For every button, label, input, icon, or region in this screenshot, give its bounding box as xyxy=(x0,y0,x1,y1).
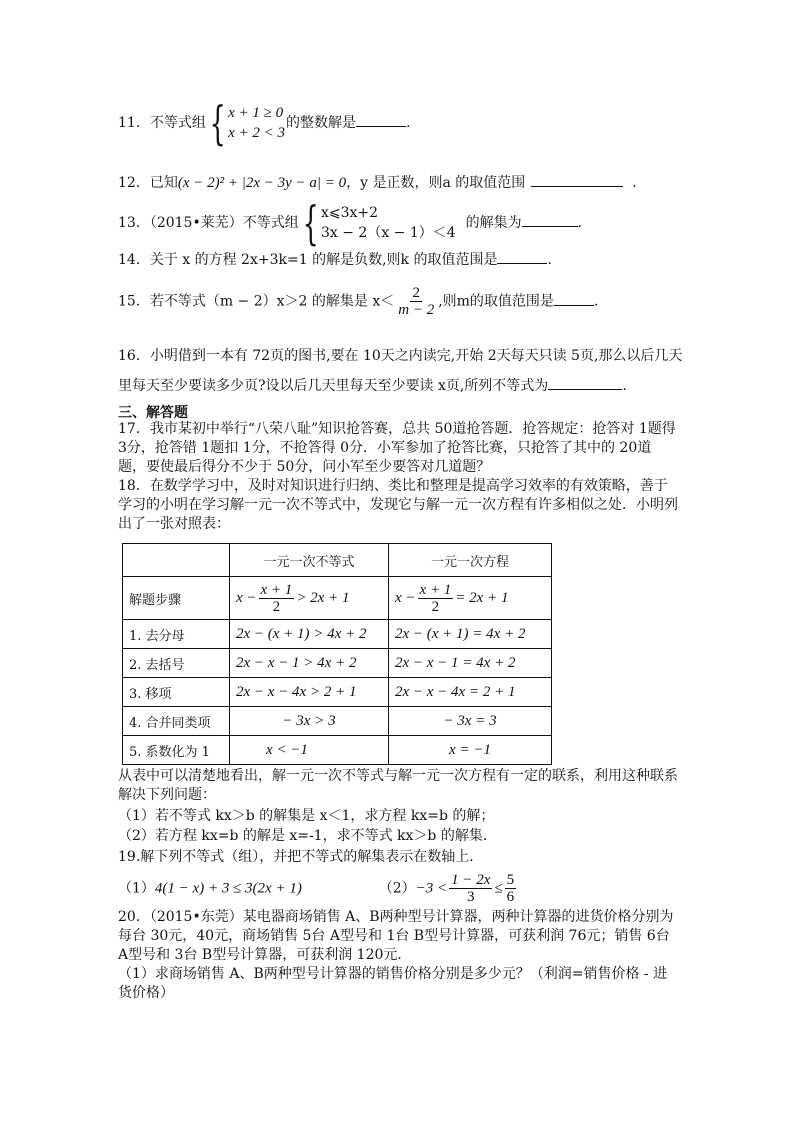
inequality-cell: x < −1 xyxy=(230,736,389,765)
q16-end: . xyxy=(622,378,627,394)
question-12 xyxy=(118,172,637,192)
q12-end: . xyxy=(632,175,637,191)
q11-prefix: 11．不等式组 xyxy=(118,115,206,131)
q15-end: . xyxy=(593,293,599,310)
q19-part2-pre: −3 < xyxy=(415,880,448,897)
question-18-context: 从表中可以清楚地看出，解一元一次不等式与解一元一次方程有一定的联系，利用这种联系解决下列问题： xyxy=(118,768,678,803)
ineq-frac-num: x + 1 xyxy=(260,581,293,598)
q19-part1-expression: 4(1 − x) + 3 ≤ 3(2x + 1) xyxy=(154,880,302,897)
equation-cell: 2x − x − 1 = 4x + 2 xyxy=(389,649,552,678)
q12-middle: ，y 是正数，则a 的取值范围 xyxy=(346,175,526,191)
q12-expression: (x − 2)² + |2x − 3y − a| = 0 xyxy=(177,175,347,191)
q19-part2-fraction xyxy=(449,872,492,905)
q13-answer-blank[interactable] xyxy=(522,212,578,227)
q15-prefix: 15．若不等式（m − 2）x＞2 的解集是 x＜ xyxy=(118,293,395,310)
table-row xyxy=(123,577,552,620)
row-label: 2. 去括号 xyxy=(123,649,230,678)
inequality-cell: − 3x > 3 xyxy=(230,707,389,736)
q12-prefix: 12．已知 xyxy=(118,175,178,191)
eq-frac-den: 2 xyxy=(431,598,440,615)
question-18-part1: （1）若不等式 kx＞b 的解集是 x＜1，求方程 kx=b 的解； xyxy=(118,808,495,824)
equation-cell: x = −1 xyxy=(389,736,552,765)
q19-frac-num: 1 − 2x xyxy=(451,872,491,888)
inequality-cell: 2x − x − 1 > 4x + 2 xyxy=(230,649,389,678)
ineq-fraction xyxy=(259,582,295,615)
row-label: 4. 合并同类项 xyxy=(123,707,230,736)
q16-line1: 16．小明借到一本有 72页的图书,要在 10天之内读完,开始 2天每天只读 5页,那么以后几天 xyxy=(118,348,683,364)
q15-suffix: ,则m的取值范围是 xyxy=(438,293,554,310)
inequality-cell xyxy=(230,577,389,620)
question-18: 18．在数学学习中，及时对知识进行归纳、类比和整理是提高学习效率的有效策略，善于学习的小明在学习解一元一次不等式中，发现它与解一元一次方程有许多相似之处．小明列出了一张对照表： xyxy=(118,478,678,532)
table-row xyxy=(123,620,552,649)
table-row xyxy=(123,707,552,736)
eq-post: = 2x + 1 xyxy=(455,589,509,606)
q11-line1: x + 1 ≥ 0 xyxy=(228,105,284,121)
question-19: 19.解下列不等式（组），并把不等式的解集表示在数轴上． xyxy=(118,849,484,865)
section-heading: 三、解答题 xyxy=(118,405,188,421)
eq-fraction xyxy=(418,582,454,615)
eq-frac-num: x + 1 xyxy=(419,581,452,598)
question-15 xyxy=(118,285,598,318)
question-20: 20．（2015•东莞）某电器商场销售 A、B两种型号计算器，两种计算器的进货价格分别为每台 30元，40元，商场销售 5台 A型号和 1台 B型号计算器，可获利润 76元；销售 6台 A型号和 3台 B型号计算器，可获利润 120元． xyxy=(118,909,674,963)
q19-part1-label: （1） xyxy=(118,880,155,897)
q14-answer-blank[interactable] xyxy=(497,249,547,264)
row-label: 解题步骤 xyxy=(123,577,230,620)
q15-frac-den: m − 2 xyxy=(398,302,435,318)
table-header-row xyxy=(123,544,552,577)
q11-line2: x + 2 < 3 xyxy=(228,125,286,141)
question-17: 17．我市某初中举行“八荣八耻”知识抢答赛，总共 50道抢答题．抢答规定：抢答对 1题得 3分，抢答错 1题扣 1分，不抢答得 0分．小军参加了抢答比赛，只抢答了其中的 20道题，要使最后得分不少于 50分，问小军至少要答对几道题？ xyxy=(118,421,676,475)
table-row xyxy=(123,678,552,707)
eq-pre: x − xyxy=(395,589,416,606)
q13-suffix: 的解集为 xyxy=(465,215,522,231)
inequality-cell: 2x − (x + 1) > 4x + 2 xyxy=(230,620,389,649)
q13-end: . xyxy=(577,215,583,231)
row-label: 3. 移项 xyxy=(123,678,230,707)
equation-cell xyxy=(389,577,552,620)
table-row xyxy=(123,736,552,765)
q19-part2-fraction2 xyxy=(505,872,517,905)
question-13 xyxy=(118,196,583,250)
question-14 xyxy=(118,249,552,269)
q11-answer-blank[interactable] xyxy=(356,112,406,127)
q13-line1: x⩽3x+2 xyxy=(320,205,379,221)
comparison-table xyxy=(122,543,552,765)
q13-prefix: 13．（2015•莱芜）不等式组 xyxy=(118,215,299,231)
q15-fraction xyxy=(396,285,436,318)
ineq-pre: x − xyxy=(236,589,257,606)
q19-part2-label: （2） xyxy=(378,880,416,897)
question-19-parts xyxy=(118,872,518,905)
q11-suffix: 的整数解是 xyxy=(286,115,357,131)
question-18-part2: （2）若方程 kx=b 的解是 x=-1，求不等式 kx＞b 的解集． xyxy=(118,828,497,844)
ineq-post: > 2x + 1 xyxy=(296,589,350,606)
q19-frac-den: 3 xyxy=(467,889,475,905)
row-label: 1. 去分母 xyxy=(123,620,230,649)
table-row xyxy=(123,649,552,678)
q14-text: 14．关于 x 的方程 2x+3k=1 的解是负数,则k 的取值范围是 xyxy=(118,252,498,268)
q11-end: . xyxy=(406,115,411,131)
header-equation: 一元一次方程 xyxy=(389,544,552,577)
q15-frac-num: 2 xyxy=(412,285,420,301)
q19-frac2-num: 5 xyxy=(506,872,515,888)
q11-system: { x + 1 ≥ 0 x + 2 < 3 xyxy=(209,96,286,150)
equation-cell: 2x − (x + 1) = 4x + 2 xyxy=(389,620,552,649)
q13-line2: 3x − 2（x − 1）＜4 xyxy=(320,225,456,241)
header-inequality: 一元一次不等式 xyxy=(230,544,389,577)
question-20-part1: （1）求商场销售 A、B两种型号计算器的销售价格分别是多少元？（利润=销售价格 - 进货价格） xyxy=(118,966,668,1001)
ineq-frac-den: 2 xyxy=(272,598,281,615)
question-11 xyxy=(118,96,411,150)
q12-answer-blank[interactable] xyxy=(531,172,623,187)
q15-answer-blank[interactable] xyxy=(554,291,594,306)
header-empty-cell xyxy=(123,544,230,577)
inequality-cell: 2x − x − 4x > 2 + 1 xyxy=(230,678,389,707)
q14-end: . xyxy=(547,252,552,268)
q16-answer-blank[interactable] xyxy=(548,375,622,390)
question-16-line1 xyxy=(118,345,682,365)
row-label: 5. 系数化为 1 xyxy=(123,736,230,765)
q13-system: { x⩽3x+2 3x − 2（x − 1）＜4 xyxy=(302,196,456,250)
q19-part2-mid: ≤ xyxy=(494,880,503,897)
q19-frac2-den: 6 xyxy=(506,889,515,905)
q16-line2: 里每天至少要读多少页?设以后几天里每天至少要读 x页,所列不等式为 xyxy=(118,378,549,394)
equation-cell: − 3x = 3 xyxy=(389,707,552,736)
question-16-line2 xyxy=(118,375,627,395)
equation-cell: 2x − x − 4x = 2 + 1 xyxy=(389,678,552,707)
